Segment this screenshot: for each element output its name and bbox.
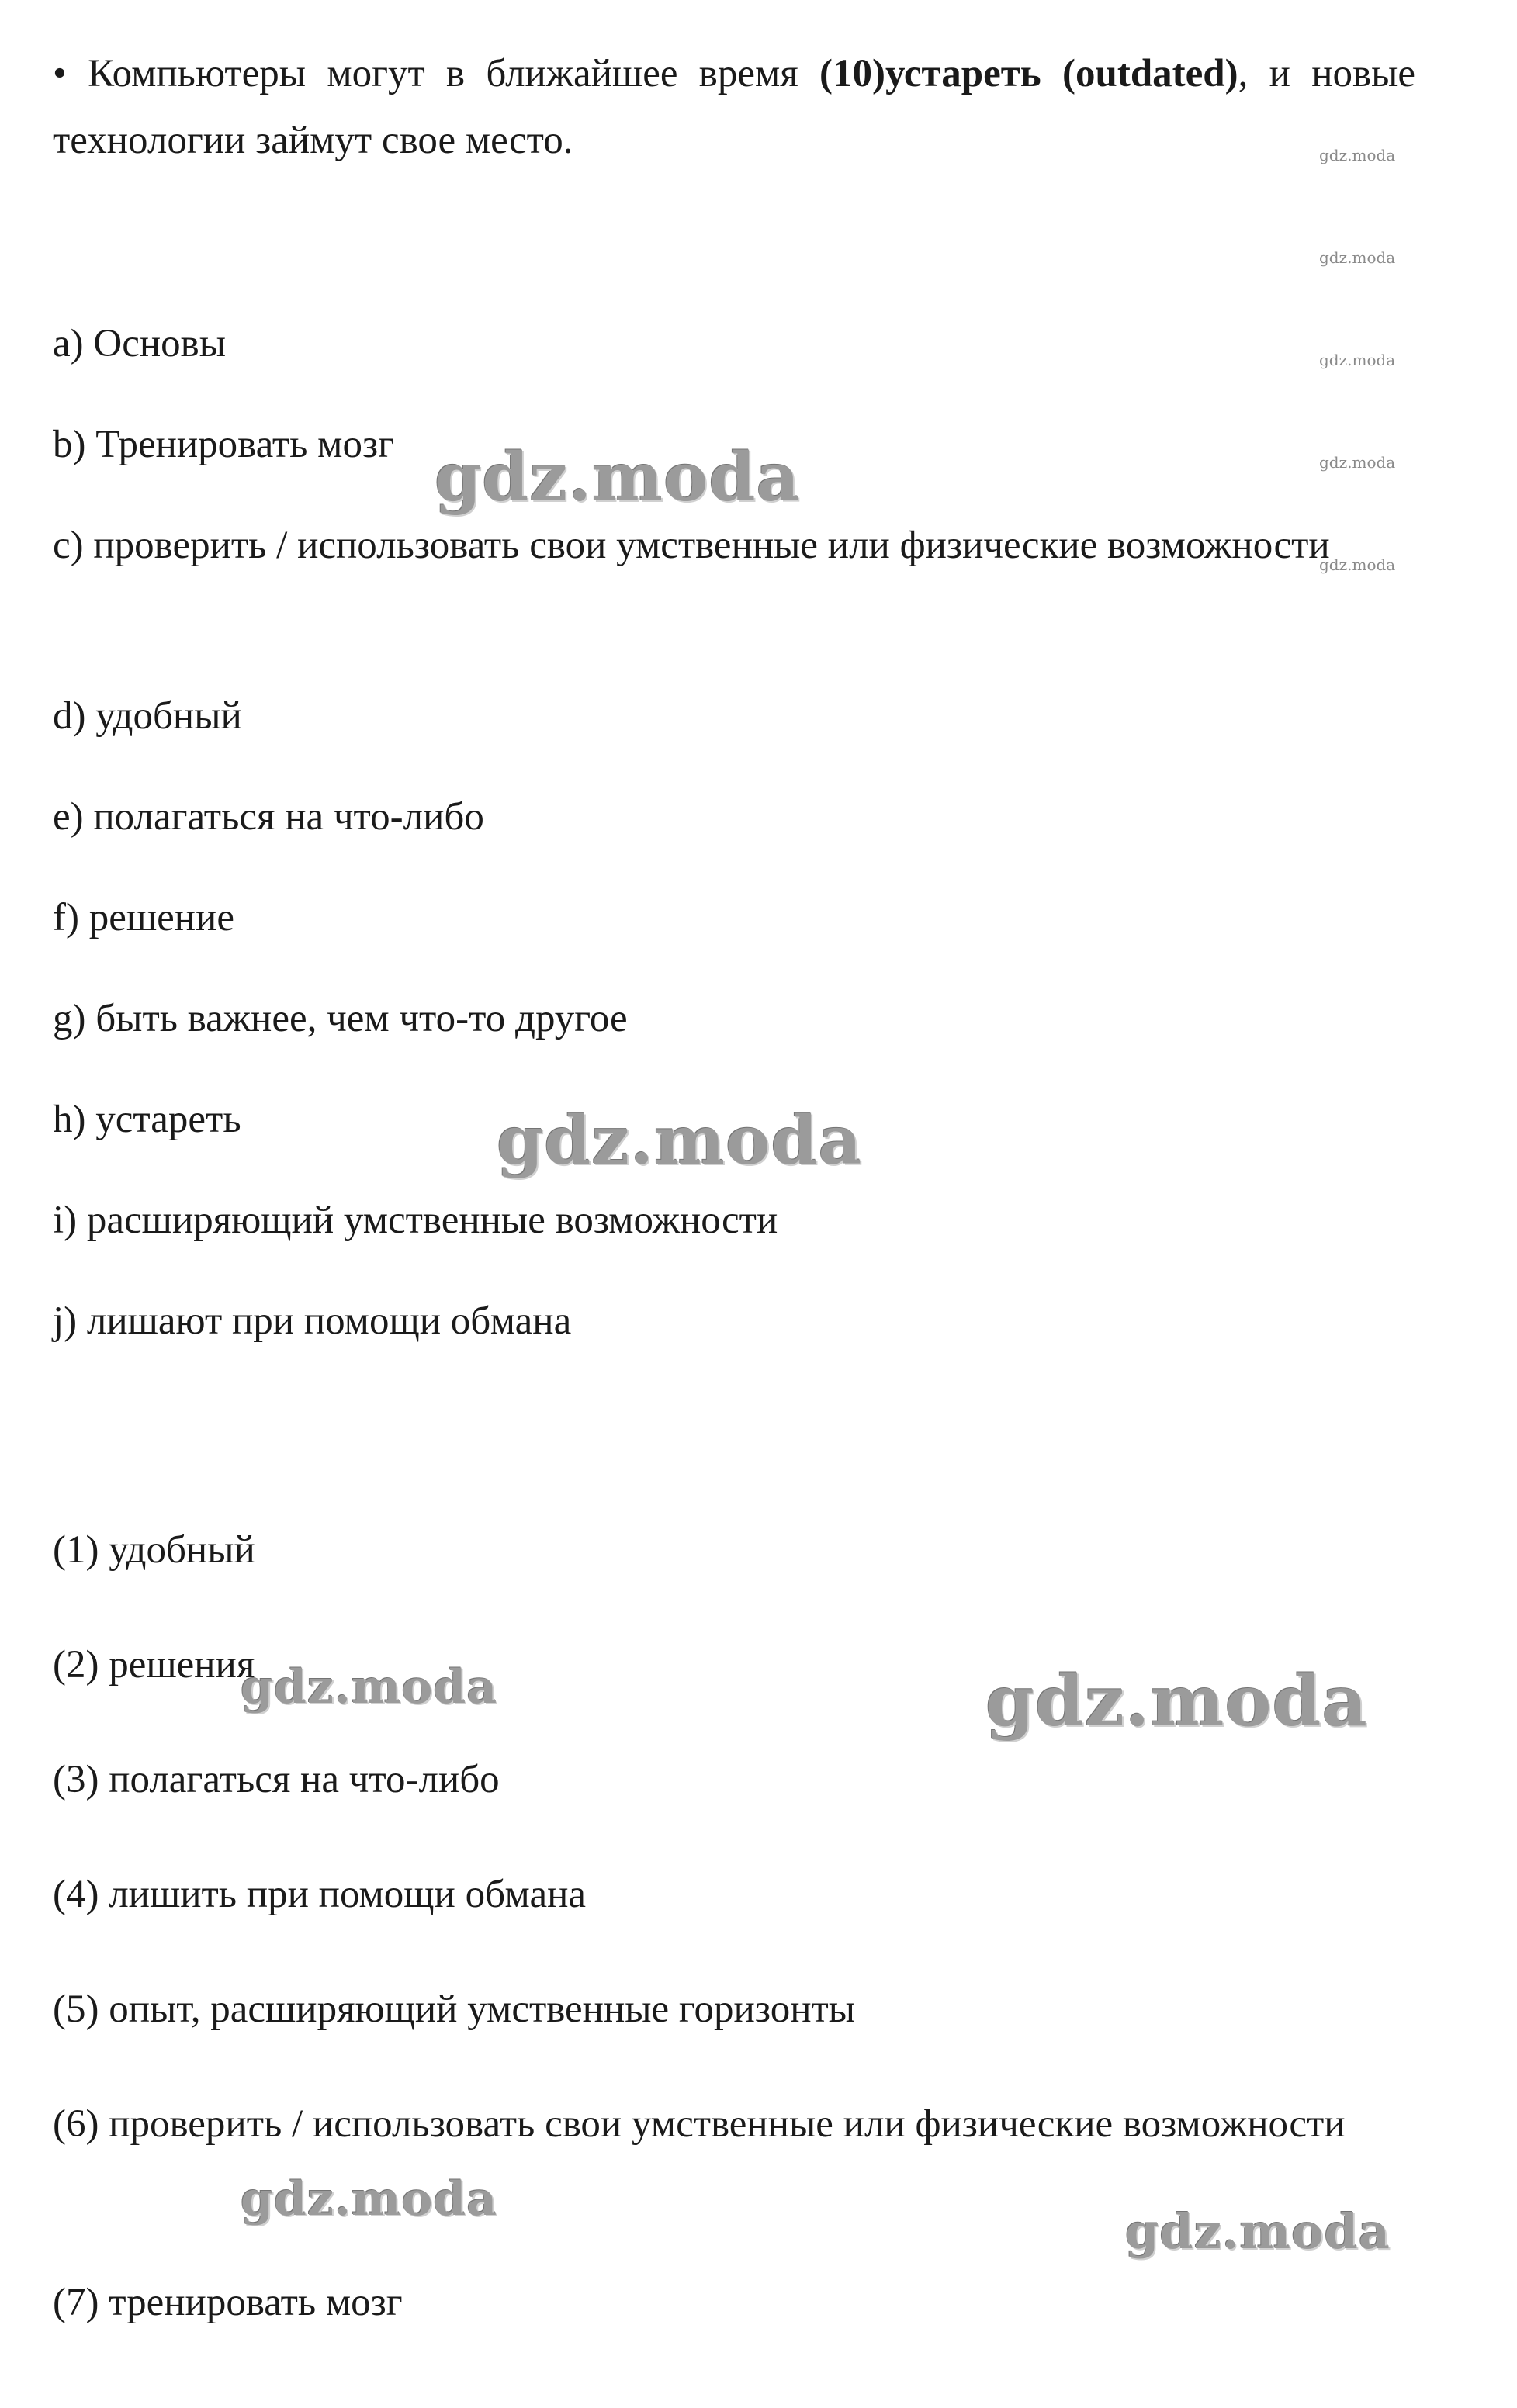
definition-item-i: i) расширяющий умственные возможности <box>53 1199 778 1242</box>
answer-item-2: (2) решения <box>53 1643 255 1687</box>
answer-item-4: (4) лишить при помощи обмана <box>53 1873 587 1916</box>
answer-item-5: (5) опыт, расширяющий умственные горизонты <box>53 1988 856 2031</box>
intro-prefix: • Компьютеры могут в ближайшее время <box>53 52 819 95</box>
definition-item-j: j) лишают при помощи обмана <box>53 1299 572 1343</box>
watermark-small: gdz.moda <box>1319 351 1396 369</box>
answer-item-6: (6) проверить / использовать свои умственные или физические возможности <box>53 2102 1346 2146</box>
watermark: gdz.moda <box>497 1102 863 1180</box>
answer-item-1: (1) удобный <box>53 1528 255 1572</box>
intro-bold-term: (10)устареть (outdated) <box>819 52 1238 95</box>
definition-item-c: c) проверить / использовать свои умственные или физические возможности <box>53 524 1330 567</box>
answer-item-7: (7) тренировать мозг <box>53 2281 403 2324</box>
watermark: gdz.moda <box>241 1660 498 1714</box>
definition-item-f: f) решение <box>53 896 234 939</box>
definition-item-g: g) быть важнее, чем что-то другое <box>53 997 628 1040</box>
watermark-small: gdz.moda <box>1319 453 1396 472</box>
watermark-small: gdz.moda <box>1319 555 1396 574</box>
answer-item-3: (3) полагаться на что-либо <box>53 1758 500 1801</box>
watermark: gdz.moda <box>435 438 801 517</box>
watermark-small: gdz.moda <box>1319 248 1396 267</box>
watermark: gdz.moda <box>1125 2203 1391 2260</box>
watermark: gdz.moda <box>985 1660 1368 1742</box>
definition-item-a: a) Основы <box>53 322 226 365</box>
intro-paragraph <box>53 40 1415 174</box>
definition-item-h: h) устареть <box>53 1098 241 1141</box>
definition-item-b: b) Тренировать мозг <box>53 423 395 466</box>
watermark: gdz.moda <box>241 2172 498 2226</box>
watermark-small: gdz.moda <box>1319 146 1396 164</box>
definition-item-e: e) полагаться на что-либо <box>53 795 484 839</box>
intro-suffix: , и новые технологии займут свое место. <box>53 52 1415 162</box>
definition-item-d: d) удобный <box>53 694 242 738</box>
